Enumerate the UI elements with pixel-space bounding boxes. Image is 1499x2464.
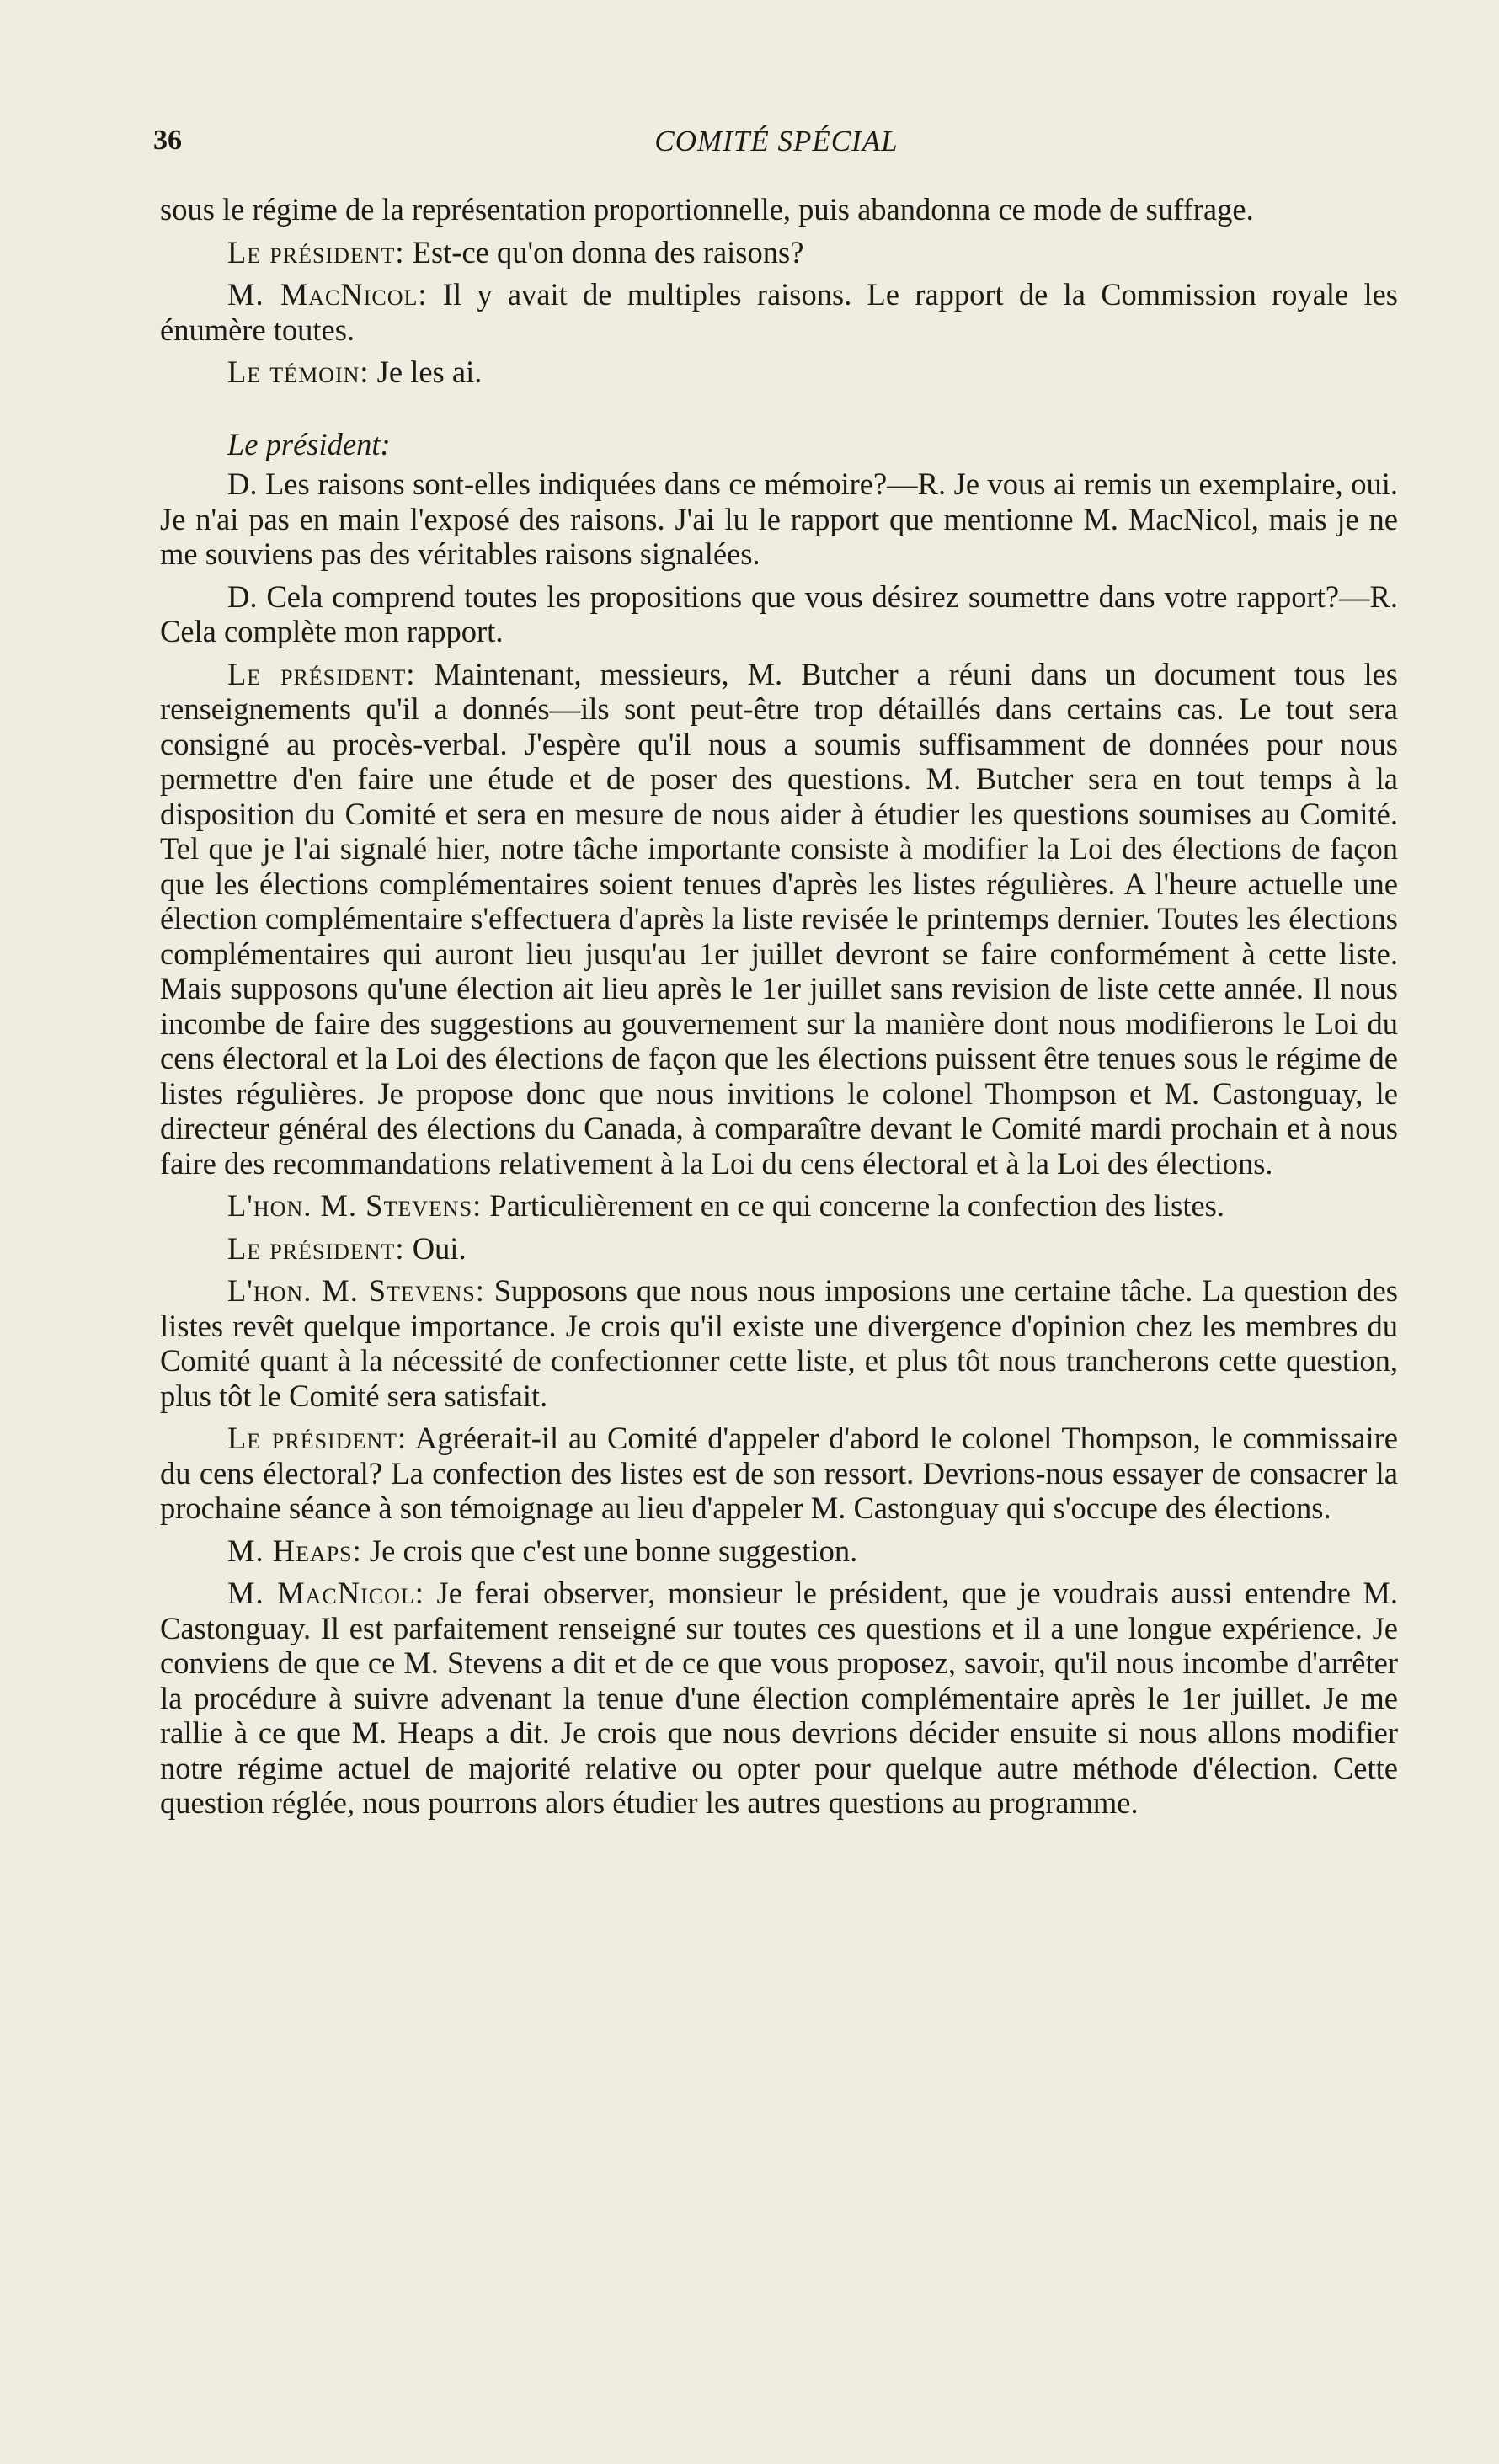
paragraph-text: Agréerait-il au Comité d'appeler d'abord le colonel Thompson, le commissaire du cens électoral? La confection des listes est de son ressort. Devrions-nous essayer de consacrer la prochaine séance à son témoignage au lieu d'appeler M. Castonguay qui s'occupe des élections.	[160, 1421, 1398, 1525]
speaker-name: Le président:	[227, 656, 416, 691]
paragraph	[160, 657, 1398, 1181]
speaker-name: Le témoin:	[227, 355, 370, 389]
paragraph	[160, 1533, 1398, 1569]
running-title: COMITÉ SPÉCIAL	[654, 125, 899, 157]
paragraph-text: Je les ai.	[369, 355, 483, 389]
paragraph	[160, 579, 1398, 649]
paragraph	[160, 1576, 1398, 1821]
speaker-name: Le président:	[227, 1421, 408, 1455]
speaker-name: Le président:	[227, 234, 405, 269]
paragraph-text: Supposons que nous nous imposions une certaine tâche. La question des listes revêt quelque importance. Je crois qu'il existe une divergence d'opinion chez les membres du Comité quant à la nécessité de confectionner cette liste, et plus tôt nous trancherons cette question, plus tôt le Comité sera satisfait.	[160, 1273, 1398, 1413]
paragraph-text: Maintenant, messieurs, M. Butcher a réuni dans un document tous les renseignements qu'il a donnés—ils sont peut-être trop détaillés dans certains cas. Le tout sera consigné au procès-verbal. J'espère qu'il nous a soumis suffisamment de données pour nous permettre d'en faire une étude et de poser des questions. M. Butcher sera en tout temps à la disposition du Comité et sera en mesure de nous aider à étudier les questions soumises au Comité. Tel que je l'ai signalé hier, notre tâche importante consiste à modifier la Loi des élections de façon que les élections complémentaires soient tenues d'après les listes régulières. A l'heure actuelle une élection complémentaire s'effectuera d'après la liste revisée le printemps dernier. Toutes les élections complémentaires qui auront lieu jusqu'au 1er juillet devront se faire conformément à cette liste. Mais supposons qu'une élection ait lieu après le 1er juillet sans revision de liste cette année. Il nous incombe de faire des suggestions au gouvernement sur la manière dont nous modifierons le Loi du cens électoral et la Loi des élections de façon que les élections puissent être tenues sous le régime de listes régulières. Je propose donc que nous invitions le colonel Thompson et M. Castonguay, le directeur général des élections du Canada, à comparaître devant le Comité mardi prochain et à nous faire des recommandations relativement à la Loi du cens électoral et à la Loi des élections.	[160, 656, 1399, 1181]
paragraph-text: sous le régime de la représentation proportionnelle, puis abandonna ce mode de suffrage.	[160, 192, 1254, 227]
speaker-name: M. MacNicol:	[227, 1576, 424, 1610]
paragraph	[160, 235, 1398, 270]
paragraph-text: Particulièrement en ce qui concerne la confection des listes.	[482, 1188, 1224, 1223]
paragraph	[160, 1421, 1398, 1526]
paragraph	[160, 1188, 1398, 1224]
page-number: 36	[153, 125, 182, 156]
paragraph-text: Est-ce qu'on donna des raisons?	[404, 234, 804, 269]
body-text	[160, 192, 1398, 1821]
speaker-name: Le président:	[227, 1230, 405, 1266]
speaker-name: L'hon. M. Stevens:	[227, 1273, 485, 1308]
paragraph-text: Je ferai observer, monsieur le président, que je voudrais aussi entendre M. Castonguay. Il est parfaitement renseigné sur toutes ces questions et il a une longue expérience. Je conviens de que ce M. Stevens a dit et de ce que vous proposez, savoir, qu'il nous incombe d'arrêter la procédure à suivre advenant la tenue d'une élection complémentaire après le 1er juillet. Je me rallie à ce que M. Heaps a dit. Je crois que nous devrions décider ensuite si nous allons modifier notre régime actuel de majorité relative ou opter pour quelque autre méthode d'élection. Cette question réglée, nous pourrons alors étudier les autres questions au programme.	[160, 1576, 1399, 1820]
paragraph-text: D. Les raisons sont-elles indiquées dans ce mémoire?—R. Je vous ai remis un exemplaire, oui. Je n'ai pas en main l'exposé des raisons. J'ai lu le rapport que mentionne M. MacNicol, mais je ne me souviens pas des véritables raisons signalées.	[160, 467, 1398, 571]
paragraph	[160, 1273, 1398, 1413]
speaker-name: M. MacNicol:	[227, 277, 428, 312]
speaker-name: L'hon. M. Stevens:	[227, 1188, 483, 1223]
paragraph	[160, 1231, 1398, 1267]
paragraph	[160, 355, 1398, 390]
paragraph-continuation	[160, 192, 1398, 227]
paragraph	[160, 277, 1398, 347]
speaker-name: M. Heaps:	[227, 1533, 362, 1568]
section-subheading: Le président:	[227, 426, 391, 461]
paragraph-text: Il y avait de multiples raisons. Le rapport de la Commission royale les énumère toutes.	[160, 277, 1398, 347]
paragraph-text: Oui.	[404, 1230, 467, 1266]
paragraph	[160, 467, 1398, 572]
page-header	[153, 125, 1400, 167]
paragraph-text: D. Cela comprend toutes les propositions que vous désirez soumettre dans votre rapport?—R. Cela complète mon rapport.	[160, 579, 1398, 648]
paragraph-text: Je crois que c'est une bonne suggestion.	[361, 1533, 858, 1568]
